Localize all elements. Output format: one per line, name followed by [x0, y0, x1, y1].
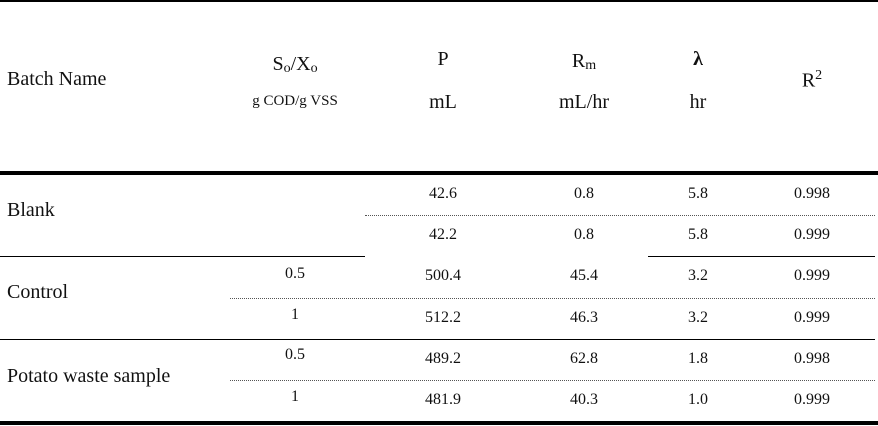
cell-p: 481.9 — [425, 391, 461, 408]
cell-p: 489.2 — [425, 350, 461, 367]
header-rm-unit: mL/hr — [559, 91, 609, 113]
cell-r2: 0.998 — [794, 185, 830, 202]
cell-r2: 0.998 — [794, 350, 830, 367]
row-divider — [230, 298, 875, 299]
top-rule — [0, 0, 878, 2]
cell-ratio: 0.5 — [285, 265, 305, 282]
cell-lambda: 5.8 — [688, 185, 708, 202]
cell-p: 42.2 — [429, 226, 457, 243]
cell-lambda: 3.2 — [688, 267, 708, 284]
cell-rm: 0.8 — [574, 226, 594, 243]
cell-lambda: 1.8 — [688, 350, 708, 367]
header-p-unit: mL — [429, 91, 457, 113]
row-divider — [365, 215, 875, 216]
cell-ratio: 0.5 — [285, 346, 305, 363]
header-ratio-unit: g COD/g VSS — [252, 93, 338, 109]
header-p: P — [437, 48, 449, 70]
header-lambda-unit: hr — [689, 91, 707, 113]
cell-rm: 46.3 — [570, 309, 598, 326]
bottom-rule — [0, 421, 878, 425]
cell-ratio: 1 — [291, 388, 299, 405]
header-rule — [0, 171, 878, 175]
header-ratio: $S_o/X_o$ — [272, 53, 318, 77]
cell-r2: 0.999 — [794, 267, 830, 284]
cell-p: 500.4 — [425, 267, 461, 284]
cell-rm: 40.3 — [570, 391, 598, 408]
cell-p: 42.6 — [429, 185, 457, 202]
cell-lambda: 5.8 — [688, 226, 708, 243]
cell-rm: 0.8 — [574, 185, 594, 202]
cell-ratio: 1 — [291, 306, 299, 323]
cell-p: 512.2 — [425, 309, 461, 326]
cell-r2: 0.999 — [794, 391, 830, 408]
cell-rm: 45.4 — [570, 267, 598, 284]
row-divider — [230, 380, 875, 381]
group-label-blank: Blank — [7, 199, 55, 221]
cell-lambda: 1.0 — [688, 391, 708, 408]
cell-rm: 62.8 — [570, 350, 598, 367]
cell-r2: 0.999 — [794, 226, 830, 243]
group-label-potato: Potato waste sample — [7, 365, 171, 387]
header-r2: $R^2$ — [801, 68, 823, 92]
header-batch-name: Batch Name — [7, 68, 107, 90]
group-label-control: Control — [7, 281, 69, 303]
cell-lambda: 3.2 — [688, 309, 708, 326]
group-divider — [648, 256, 875, 257]
header-lambda: λ — [693, 48, 703, 70]
group-divider — [0, 256, 365, 257]
group-divider — [0, 339, 875, 340]
header-rm: $R_m$ — [571, 50, 597, 74]
cell-r2: 0.999 — [794, 309, 830, 326]
